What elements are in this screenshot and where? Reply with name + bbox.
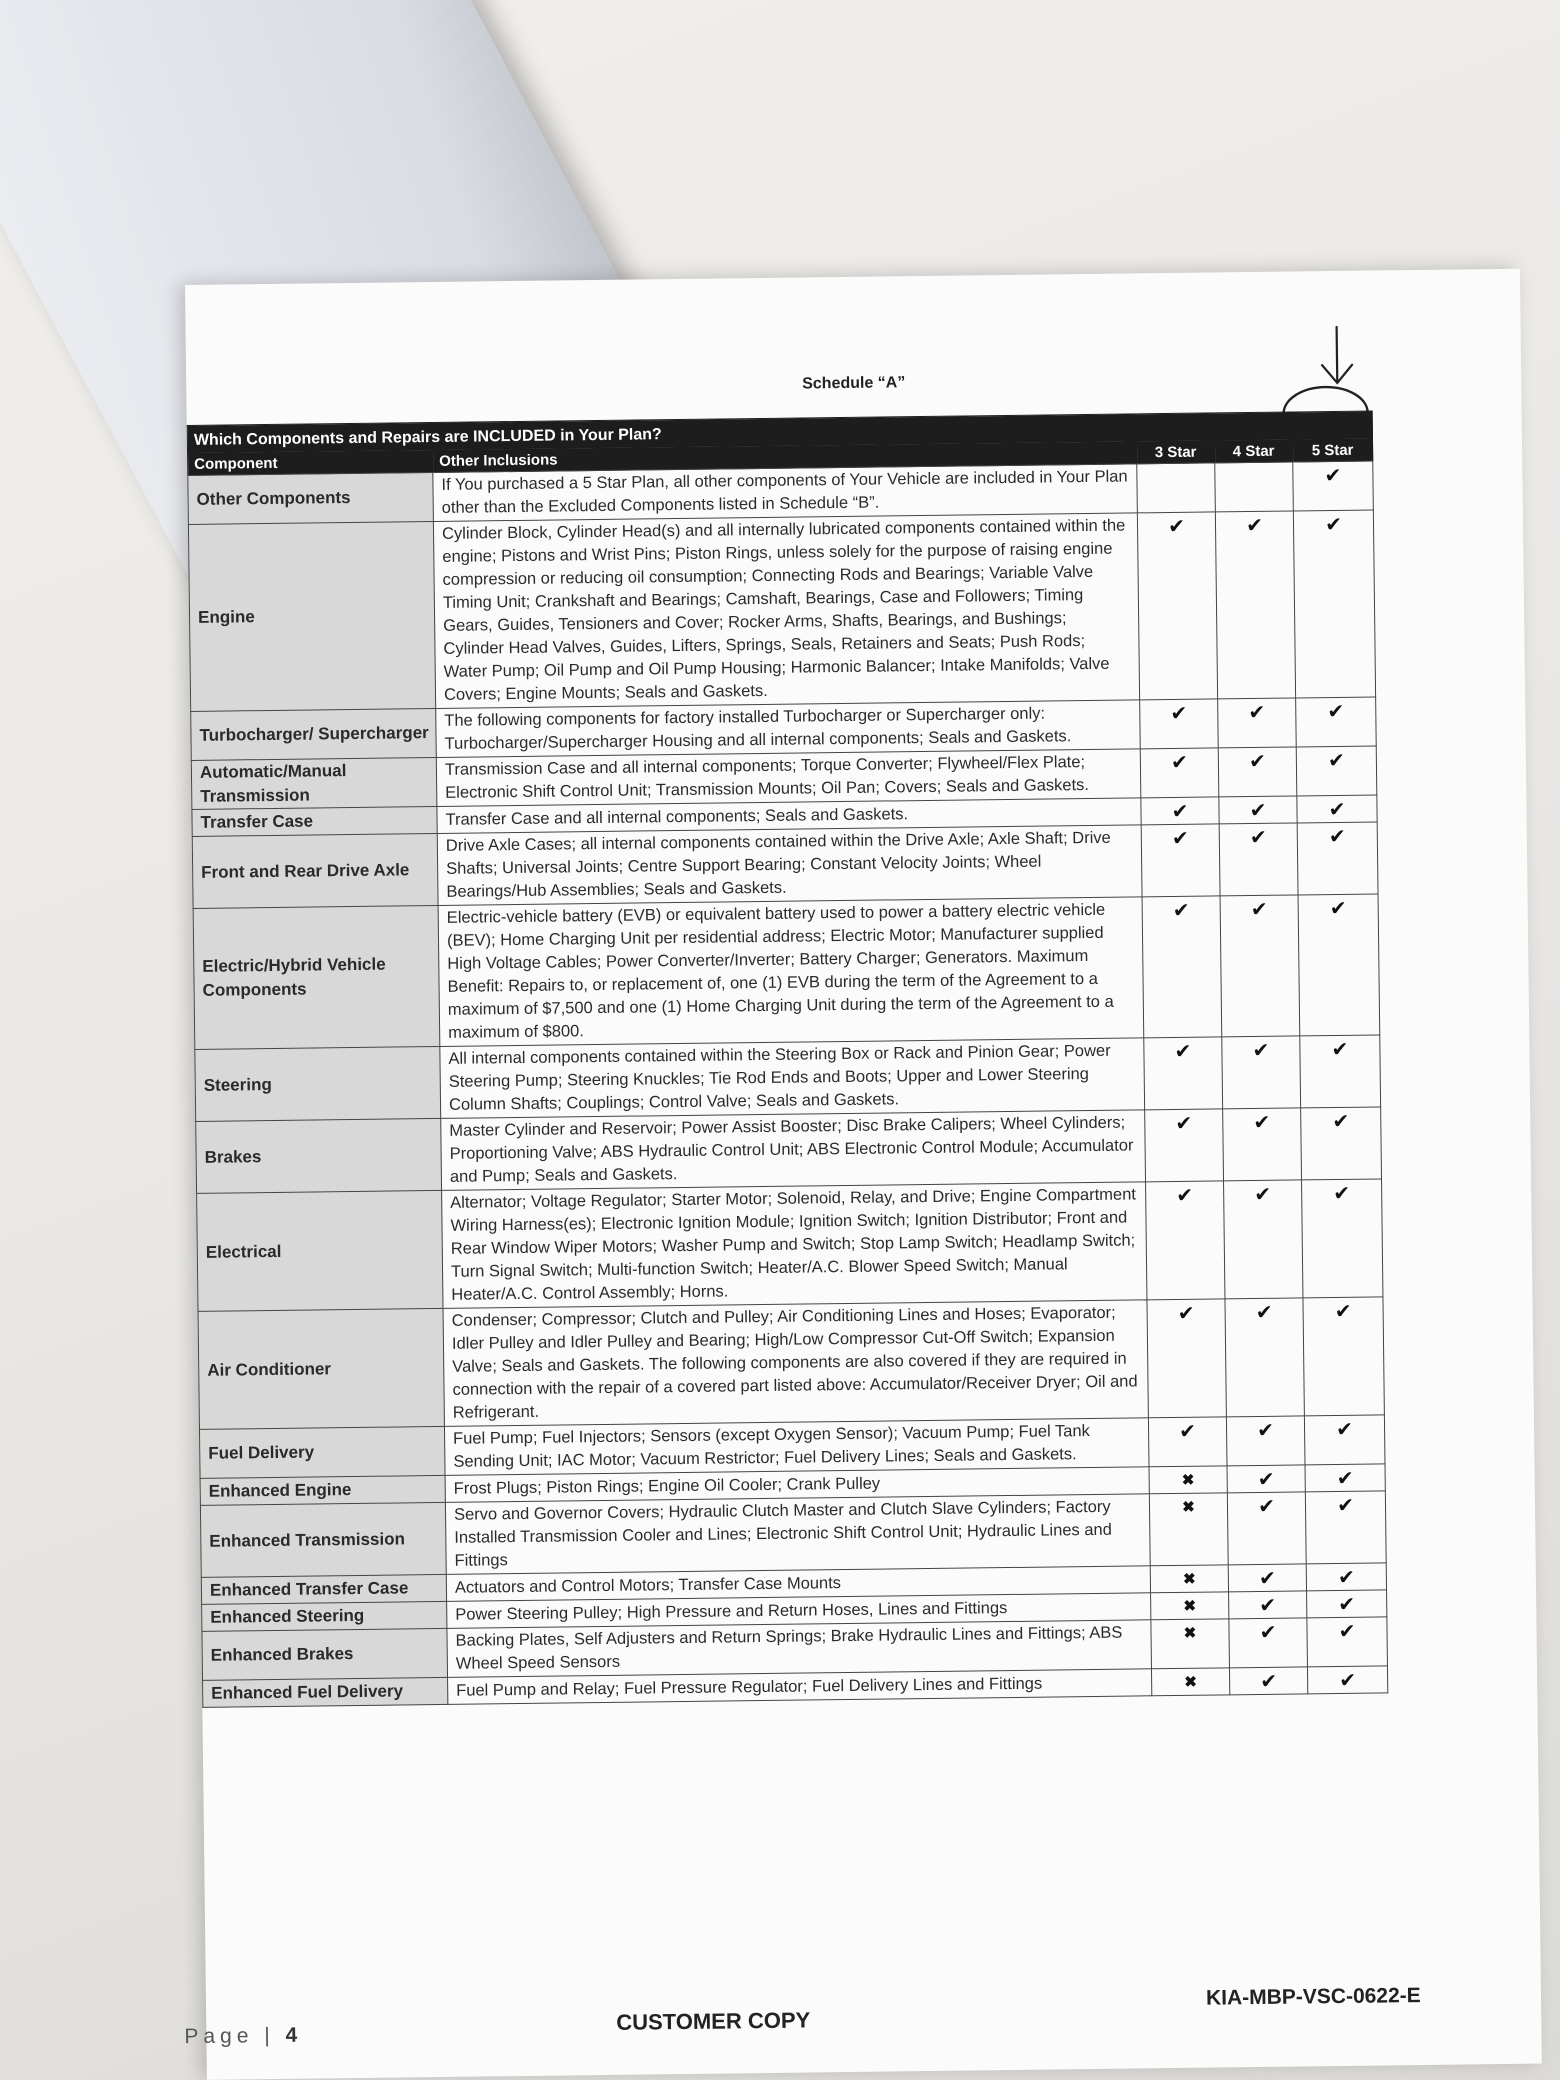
inclusions-cell-text: Transfer Case and all internal components; Seals and Gaskets. <box>445 804 909 829</box>
star4-mark <box>1215 511 1295 699</box>
star5-mark-text: ✔ <box>1325 513 1343 537</box>
component-cell-text: Transfer Case <box>200 811 314 832</box>
component-cell-text: Enhanced Steering <box>210 1605 365 1627</box>
component-cell-text: Automatic/Manual Transmission <box>199 761 347 806</box>
inclusions-cell-text: Drive Axle Cases; all internal components contained within the Drive Axle; Axle Shaft; Drive Shafts; Universal Joints; Centre Support Bearing; Constant Velocity Joints; Wheel Bearings/Hub Assemblies; Seals and Gaskets. <box>445 828 1111 901</box>
inclusions-cell-text: Electric-vehicle battery (EVB) or equivalent battery used to power a battery electric vehicle (BEV); Home Charging Unit per residential address; Electric Motor; Manufacturer supplied High Voltage Cables; Power Converter/Inverter; Battery Charger; Generators. Maximum Benefit: Repairs to, or replacement of, one (1) EVB during the term of the Agreement to a maximum of $7,500 and one (1) Home Charging Unit during the term of the Agreement to a maximum of $800. <box>446 900 1114 1042</box>
star4-mark <box>1222 1036 1301 1109</box>
component-cell-text: Engine <box>197 607 255 627</box>
component-cell-text: Electric/Hybrid Vehicle Components <box>202 954 386 1000</box>
component-cell <box>191 757 437 809</box>
arrow-down-icon <box>1312 325 1363 388</box>
inclusions-cell-text: Master Cylinder and Reservoir; Power Assist Booster; Disc Brake Calipers; Wheel Cylinders; Proportioning Valve; ABS Hydraulic Control Unit; ABS Electronic Control Module; Accumulator and Pump; Seals and Gaskets. <box>449 1113 1134 1186</box>
star5-mark <box>1298 894 1380 1036</box>
star4-mark <box>1227 1465 1305 1493</box>
inclusions-cell-text: Alternator; Voltage Regulator; Starter Motor; Solenoid, Relay, and Drive; Engine Compartment Wiring Harness(es); Electronic Ignition Module; Ignition Switch; Ignition Distributor; Front and Rear Window Wiper Motors; Washer Pump and Switch; Stop Lamp Switch; Headlamp Switch; Turn Signal Switch; Multi-function Switch; Heater/A.C. Blower Speed Switch; Manual Heater/A.C. Control Assembly; Horns. <box>450 1185 1137 1304</box>
header-4-star: 4 Star <box>1214 439 1292 463</box>
component-cell <box>193 905 440 1049</box>
star5-mark-text: ✔ <box>1337 1494 1355 1518</box>
component-cell-text: Air Conditioner <box>207 1358 332 1380</box>
star5-mark-text: ✔ <box>1328 798 1346 822</box>
component-cell-text: Electrical <box>205 1241 282 1262</box>
component-cell <box>198 1308 444 1429</box>
inclusions-cell-text: Fuel Pump and Relay; Fuel Pressure Regulator; Fuel Delivery Lines and Fittings <box>456 1674 1043 1700</box>
star5-mark-text: ✔ <box>1337 1566 1355 1590</box>
inclusions-cell-text: All internal components contained within the Steering Box or Rack and Pinion Gear; Power Steering Pump; Steering Knuckles; Tie Rod Ends and Boots; Upper and Lower Steering Column Shafts; Couplings; Control Valve; Seals and Gaskets. <box>448 1041 1111 1114</box>
star5-mark <box>1307 1590 1387 1618</box>
star5-mark <box>1306 1563 1386 1591</box>
component-cell <box>197 1190 443 1311</box>
inclusions-cell-text: Transmission Case and all internal components; Torque Converter; Flywheel/Flex Plate; Electronic Shift Control Unit; Transmission Mounts; Oil Pan; Covers; Seals and Gaskets. <box>444 753 1090 802</box>
star5-mark-text: ✔ <box>1332 1110 1350 1134</box>
star5-mark <box>1307 1617 1388 1667</box>
star3-mark <box>1151 1592 1229 1620</box>
component-cell <box>188 472 434 524</box>
star3-mark-text: ✖ <box>1182 1498 1195 1516</box>
star3-mark-text: ✔ <box>1175 1112 1193 1135</box>
star5-mark-text: ✔ <box>1328 825 1346 849</box>
component-cell <box>192 833 438 908</box>
star4-mark <box>1218 747 1297 797</box>
star4-mark <box>1219 796 1297 824</box>
inclusions-cell <box>444 1418 1149 1476</box>
component-cell-text: Other Components <box>196 487 351 509</box>
star3-mark <box>1137 512 1217 700</box>
component-cell-text: Enhanced Brakes <box>210 1644 354 1665</box>
star3-mark-text: ✖ <box>1182 1570 1196 1588</box>
star3-mark-text: ✔ <box>1168 515 1186 539</box>
component-cell <box>191 708 437 760</box>
table-title: Which Components and Repairs are INCLUDED in Your Plan? <box>187 411 1372 452</box>
star3-mark <box>1146 1181 1225 1300</box>
inclusions-cell-text: Power Steering Pulley; High Pressure and Return Hoses, Lines and Fittings <box>455 1598 1008 1624</box>
star3-mark <box>1145 1109 1224 1182</box>
inclusions-cell <box>436 700 1141 758</box>
inclusions-cell-text: If You purchased a 5 Star Plan, all other components of Your Vehicle are included in Your Plan other than the Excluded Components listed in Schedule “B”. <box>441 467 1128 517</box>
star5-mark-text: ✔ <box>1324 464 1342 488</box>
table-row <box>188 510 1375 711</box>
star5-mark-text: ✔ <box>1329 897 1347 921</box>
star4-mark <box>1229 1591 1307 1619</box>
component-cell <box>192 806 437 836</box>
star3-mark-text: ✖ <box>1184 1673 1198 1691</box>
component-cell <box>201 1574 446 1604</box>
star4-mark-text: ✔ <box>1245 514 1264 538</box>
star4-mark-text: ✔ <box>1248 701 1266 725</box>
inclusions-cell-text: Condenser; Compressor; Clutch and Pulley; Air Conditioning Lines and Hoses; Evaporator; Idler Pulley and Idler Pulley and Bearing; High/Low Compressor Cut-Off Switch; Expansion Valve; Seals and Gaskets. The following components are also covered if they are required in connection with the repair of a covered part listed above: Accumulator/Receiver Dryer; Oil and Refrigerant. <box>451 1303 1138 1422</box>
table-row <box>197 1179 1383 1311</box>
star3-mark <box>1148 1417 1227 1467</box>
star3-mark <box>1140 748 1219 798</box>
star3-mark-text: ✖ <box>1183 1624 1197 1642</box>
star3-mark <box>1140 699 1219 749</box>
star4-mark-text: ✔ <box>1257 1495 1276 1518</box>
star4-mark <box>1228 1564 1306 1592</box>
star3-mark-text: ✔ <box>1177 1302 1195 1325</box>
star4-mark-text: ✔ <box>1253 1111 1271 1135</box>
page-label: Page <box>184 2024 254 2049</box>
star3-mark-text: ✔ <box>1174 1040 1192 1063</box>
inclusions-cell <box>433 464 1138 522</box>
star5-mark-text: ✔ <box>1336 1467 1354 1491</box>
star5-mark-text: ✔ <box>1338 1620 1356 1644</box>
star4-mark <box>1220 895 1300 1037</box>
star5-mark-text: ✔ <box>1331 1038 1349 1062</box>
star5-mark <box>1301 1107 1382 1180</box>
star5-mark-text: ✔ <box>1339 1669 1357 1693</box>
star3-mark-text: ✔ <box>1171 800 1189 823</box>
star3-mark <box>1137 463 1216 513</box>
star3-mark <box>1144 1037 1223 1110</box>
inclusions-cell <box>440 1038 1145 1119</box>
star5-mark <box>1302 1179 1383 1298</box>
inclusions-cell <box>442 1182 1147 1309</box>
star4-mark <box>1219 823 1298 896</box>
star5-mark <box>1305 1491 1386 1564</box>
star5-mark <box>1305 1464 1385 1492</box>
star4-mark <box>1224 1180 1303 1299</box>
component-cell-text: Front and Rear Drive Axle <box>201 859 410 882</box>
star4-mark-text: ✔ <box>1249 799 1267 823</box>
star5-mark-text: ✔ <box>1336 1418 1354 1442</box>
star4-mark-text: ✔ <box>1257 1419 1275 1442</box>
star5-mark-text: ✔ <box>1338 1593 1356 1617</box>
component-cell <box>195 1046 441 1121</box>
table-row <box>193 894 1380 1049</box>
inclusions-cell-text: Servo and Governor Covers; Hydraulic Clutch Master and Clutch Slave Cylinders; Factory Installed Transmission Cooler and Lines; Electronic Shift Control Unit; Hydraulic Lines and Fittings <box>453 1497 1112 1570</box>
page-number: Page | 4 <box>184 2023 298 2049</box>
star5-mark <box>1303 1297 1384 1416</box>
inclusions-cell <box>441 1110 1146 1191</box>
header-inclusions: Other Inclusions <box>433 441 1137 473</box>
inclusions-cell <box>436 749 1141 807</box>
star4-mark-text: ✔ <box>1255 1301 1273 1324</box>
star3-mark <box>1151 1668 1229 1696</box>
star5-mark <box>1293 461 1374 511</box>
inclusions-cell-text: Backing Plates, Self Adjusters and Return Springs; Brake Hydraulic Lines and Fittings; ABS Wheel Speed Sensors <box>455 1623 1123 1673</box>
component-cell <box>199 1426 445 1478</box>
star4-mark <box>1215 462 1294 512</box>
component-cell <box>203 1677 448 1707</box>
star3-mark <box>1149 1493 1228 1566</box>
star4-mark <box>1227 1492 1306 1565</box>
inclusions-cell <box>443 1300 1148 1427</box>
component-cell-text: Enhanced Transfer Case <box>209 1578 409 1600</box>
inclusions-cell <box>447 1620 1152 1678</box>
document-title: Schedule “A” <box>802 374 906 393</box>
component-cell <box>196 1118 442 1193</box>
inclusions-cell <box>438 897 1144 1047</box>
star5-mark <box>1293 510 1375 698</box>
component-cell-text: Enhanced Fuel Delivery <box>211 1681 404 1703</box>
star4-mark <box>1229 1618 1308 1668</box>
component-cell <box>202 1601 447 1631</box>
table-row <box>198 1297 1384 1429</box>
star4-mark-text: ✔ <box>1249 826 1267 850</box>
star3-mark-text: ✔ <box>1170 751 1188 774</box>
inclusions-cell-text: Frost Plugs; Piston Rings; Engine Oil Cooler; Crank Pulley <box>453 1474 881 1498</box>
component-cell-text: Fuel Delivery <box>208 1442 315 1463</box>
header-3-star: 3 Star <box>1136 440 1214 464</box>
star3-mark-text: ✔ <box>1171 827 1189 850</box>
star3-mark-text: ✔ <box>1179 1420 1197 1443</box>
star3-mark <box>1141 797 1219 825</box>
star3-mark-text: ✖ <box>1181 1471 1195 1489</box>
star4-mark-text: ✔ <box>1260 1670 1278 1693</box>
component-cell-text: Enhanced Engine <box>208 1480 352 1501</box>
coverage-table <box>187 410 1389 1707</box>
star5-mark-text: ✔ <box>1327 700 1345 724</box>
star5-mark <box>1297 822 1378 895</box>
star4-mark-text: ✔ <box>1257 1468 1275 1491</box>
star4-mark <box>1226 1416 1305 1466</box>
star4-mark-text: ✔ <box>1254 1183 1272 1207</box>
star4-mark-text: ✔ <box>1248 750 1266 774</box>
star5-mark <box>1307 1666 1387 1694</box>
star4-mark <box>1225 1298 1304 1417</box>
star5-mark <box>1296 697 1377 747</box>
component-cell <box>200 1475 445 1505</box>
star4-mark-text: ✔ <box>1259 1594 1277 1617</box>
component-cell <box>188 521 435 711</box>
star5-mark <box>1296 746 1377 796</box>
inclusions-cell-text: Fuel Pump; Fuel Injectors; Sensors (except Oxygen Sensor); Vacuum Pump; Fuel Tank Sending Unit; IAC Motor; Vacuum Restrictor; Fuel Delivery Lines; Seals and Gaskets. <box>453 1422 1090 1471</box>
star3-mark <box>1142 896 1222 1038</box>
star4-mark-text: ✔ <box>1252 1039 1270 1063</box>
inclusions-cell-text: Actuators and Control Motors; Transfer Case Mounts <box>454 1573 842 1597</box>
star4-mark <box>1223 1108 1302 1181</box>
customer-copy-label: CUSTOMER COPY <box>616 2007 811 2035</box>
star5-mark <box>1297 795 1377 823</box>
star3-mark <box>1150 1565 1228 1593</box>
star3-mark-text: ✔ <box>1176 1184 1194 1207</box>
star5-mark <box>1300 1035 1381 1108</box>
star3-mark <box>1147 1299 1226 1418</box>
component-cell <box>202 1628 448 1680</box>
inclusions-cell <box>445 1494 1150 1575</box>
star5-mark <box>1304 1415 1385 1465</box>
star4-mark <box>1218 698 1297 748</box>
star3-mark-text: ✔ <box>1172 899 1190 922</box>
component-cell-text: Enhanced Transmission <box>209 1528 406 1551</box>
star4-mark-text: ✔ <box>1250 898 1268 922</box>
component-cell <box>200 1502 446 1577</box>
star4-mark <box>1229 1667 1307 1695</box>
star3-mark <box>1151 1619 1230 1669</box>
document-code: KIA-MBP-VSC-0622-E <box>1205 1984 1421 2010</box>
star5-mark-text: ✔ <box>1327 749 1345 773</box>
component-cell-text: Steering <box>203 1074 272 1095</box>
star4-mark-text: ✔ <box>1259 1621 1277 1644</box>
star5-mark-text: ✔ <box>1333 1182 1351 1206</box>
page-number-value: 4 <box>285 2023 298 2047</box>
component-cell-text: Turbocharger/ Supercharger <box>199 723 429 745</box>
document-sheet <box>185 269 1542 2080</box>
star3-mark-text: ✔ <box>1170 702 1188 725</box>
inclusions-cell <box>437 825 1142 906</box>
inclusions-cell <box>433 513 1139 709</box>
star3-mark-text: ✖ <box>1183 1597 1197 1615</box>
component-cell-text: Brakes <box>204 1146 262 1167</box>
star4-mark-text: ✔ <box>1258 1567 1276 1590</box>
star5-mark-text: ✔ <box>1334 1300 1352 1324</box>
star3-mark <box>1141 824 1220 897</box>
inclusions-cell-text: The following components for factory installed Turbocharger or Supercharger only: Turbocharger/Supercharger Housing and all internal components; Seals and Gaskets. <box>444 704 1072 753</box>
star3-mark <box>1149 1466 1227 1494</box>
inclusions-cell-text: Cylinder Block, Cylinder Head(s) and all internally lubricated components contained within the engine; Pistons and Wrist Pins; Piston Rings, unless solely for the purpose of raising engine compression or reducing oil consumption; Connecting Rods and Bearings; Variable Valve Timing Unit; Crankshaft and Bearings; Camshaft, Bearings, Case and Followers; Timing Gears, Guides, Tensioners and Cover; Rocker Arms, Shafts, Bearings, and Bushings; Cylinder Head Valves, Guides, Lifters, Springs, Seals, Retainers and Seats; Push Rods; Water Pump; Oil Pump and Oil Pump Housing; Harmonic Balancer; Intake Manifolds; Valve Covers; Engine Mounts; Seals and Gaskets. <box>441 516 1126 704</box>
header-component: Component <box>188 449 433 475</box>
header-5-star: 5 Star <box>1292 438 1372 462</box>
